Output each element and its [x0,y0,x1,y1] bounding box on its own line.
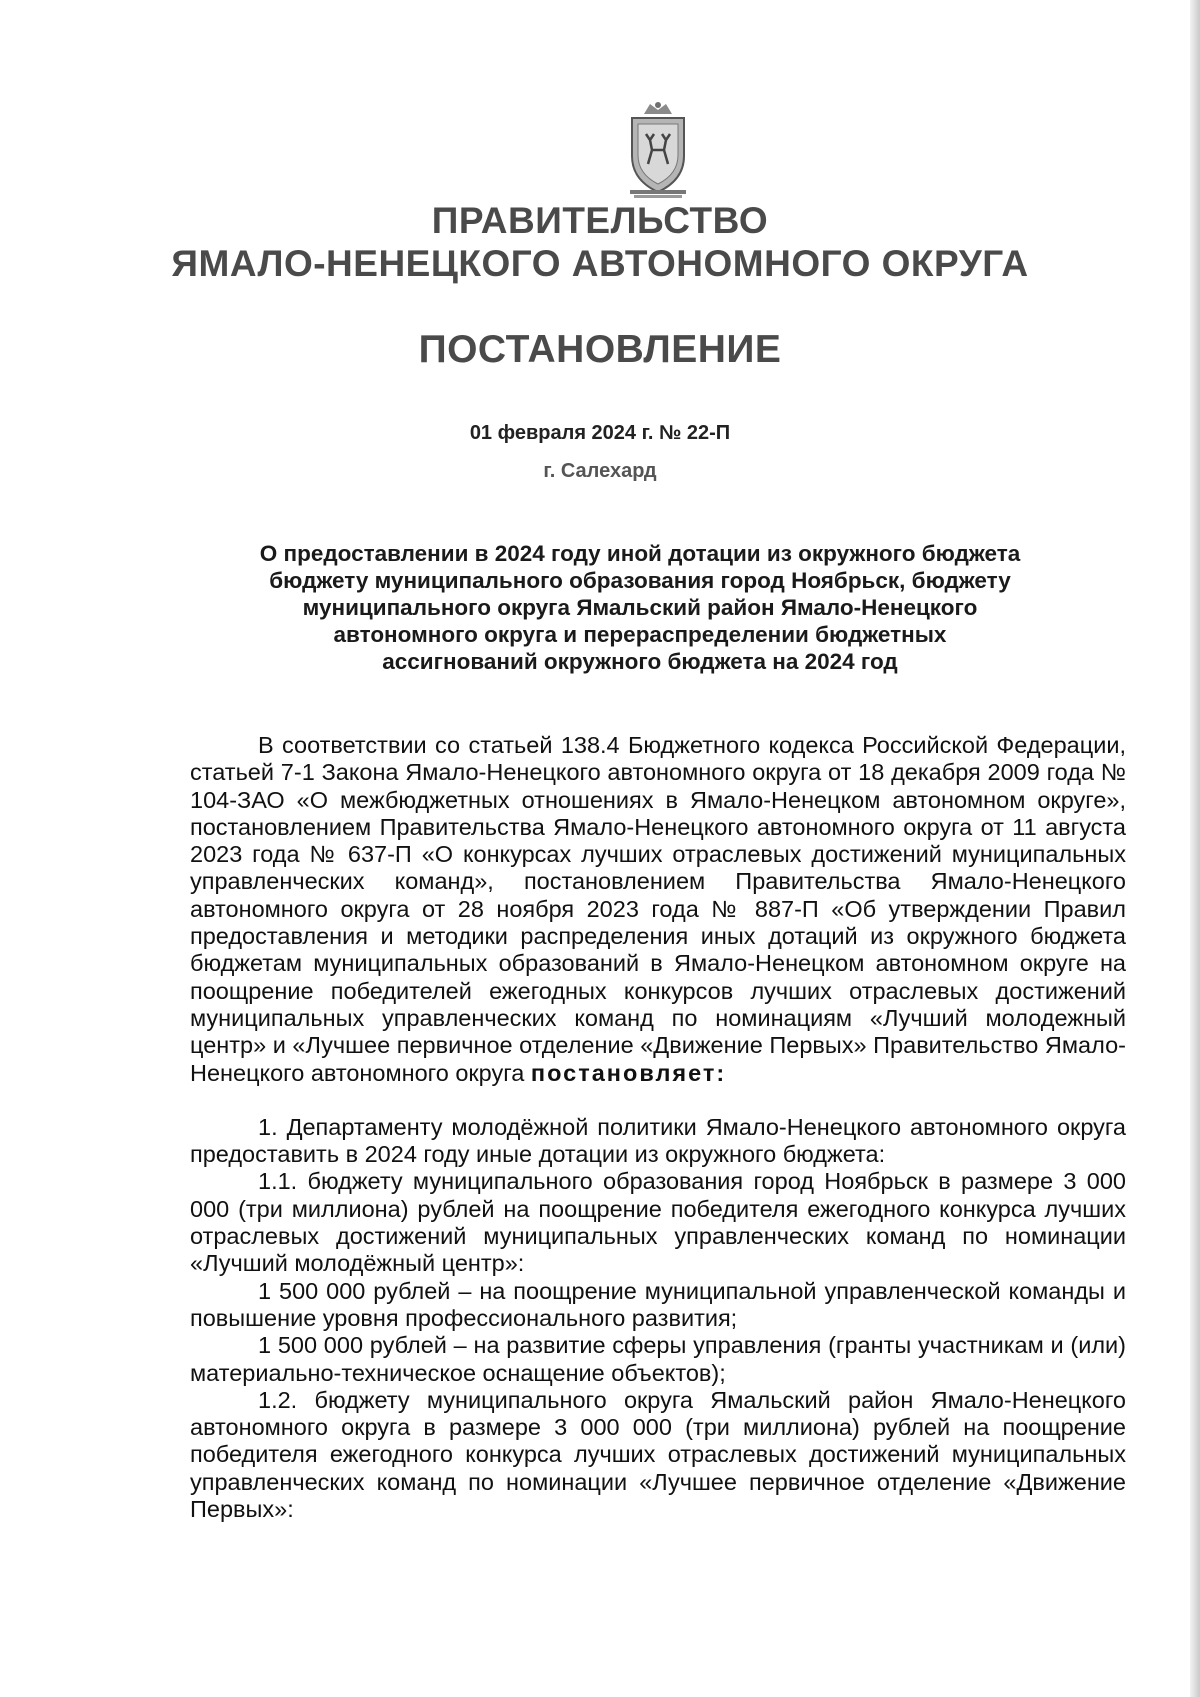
government-title-line1: ПРАВИТЕЛЬСТВО [431,200,769,241]
coat-of-arms-icon [620,100,696,200]
document-subject [200,540,1080,675]
preamble-text: В соответствии со статьей 138.4 Бюджетного кодекса Российской Федерации, статьей 7-1 Закона Ямало-Ненецкого автономного округа от 18 декабря 2009 года № 104-ЗАО «О межбюджетных отношениях в Ямало-Ненецком автономном округе», постановлением Правительства Ямало-Ненецкого автономного округа от 11 августа 2023 года № 637-П «О конкурсах лучших отраслевых достижений муниципальных управленческих команд», постановлением Правительства Ямало-Ненецкого автономного округа от 28 ноября 2023 года № 887-П «Об утверждении Правил предоставления и методики распределения иных дотаций из окружного бюджета бюджетам муниципальных образований в Ямало-Ненецком автономном округе на поощрение победителей ежегодных конкурсов лучших отраслевых достижений муниципальных управленческих команд по номинациям «Лучший молодежный центр» и «Лучшее первичное отделение «Движение Первых» Правительство Ямало-Ненецкого автономного округа [190,732,1126,1086]
paragraph-amount-1: 1 500 000 рублей – на поощрение муниципальной управленческой команды и повышение уровня профессионального развития; [190,1277,1126,1331]
subject-line: автономного округа и перераспределении бюджетных [333,622,947,647]
subject-line: ассигнований окружного бюджета на 2024 год [382,649,898,674]
decree-word: постановляет: [530,1059,727,1086]
paragraph-1-2: 1.2. бюджету муниципального округа Ямальский район Ямало-Ненецкого автономного округа в размере 3 000 000 (три миллиона) рублей на поощрение победителя ежегодного конкурса лучших отраслевых достижений муниципальных управленческих команд по номинации «Лучшее первичное отделение «Движение Первых»: [190,1386,1126,1523]
subject-line: муниципального округа Ямальский район Ямало-Ненецкого [302,595,978,620]
city: г. Салехард [543,460,657,482]
paragraph-amount-2: 1 500 000 рублей – на развитие сферы управления (гранты участникам и (или) материально-техническое оснащение объектов); [190,1332,1126,1386]
subject-line: О предоставлении в 2024 году иной дотации из окружного бюджета [259,541,1021,566]
preamble-paragraph [190,732,1126,1087]
paragraph-1: 1. Департаменту молодёжной политики Ямало-Ненецкого автономного округа предоставить в 2024 году иные дотации из окружного бюджета: [190,1113,1126,1168]
subject-line: бюджету муниципального образования город Ноябрьск, бюджету [269,568,1011,593]
document-body [190,732,1126,1523]
document-type: ПОСТАНОВЛЕНИЕ [418,328,782,371]
government-title-line2: ЯМАЛО-НЕНЕЦКОГО АВТОНОМНОГО ОКРУГА [171,243,1029,284]
date-and-number: 01 февраля 2024 г. № 22-П [469,422,731,444]
paragraph-1-1: 1.1. бюджету муниципального образования город Ноябрьск в размере 3 000 000 (три миллиона) рублей на поощрение победителя ежегодного конкурса лучших отраслевых достижений муниципальных управленческих команд по номинации «Лучший молодёжный центр»: [190,1168,1126,1277]
